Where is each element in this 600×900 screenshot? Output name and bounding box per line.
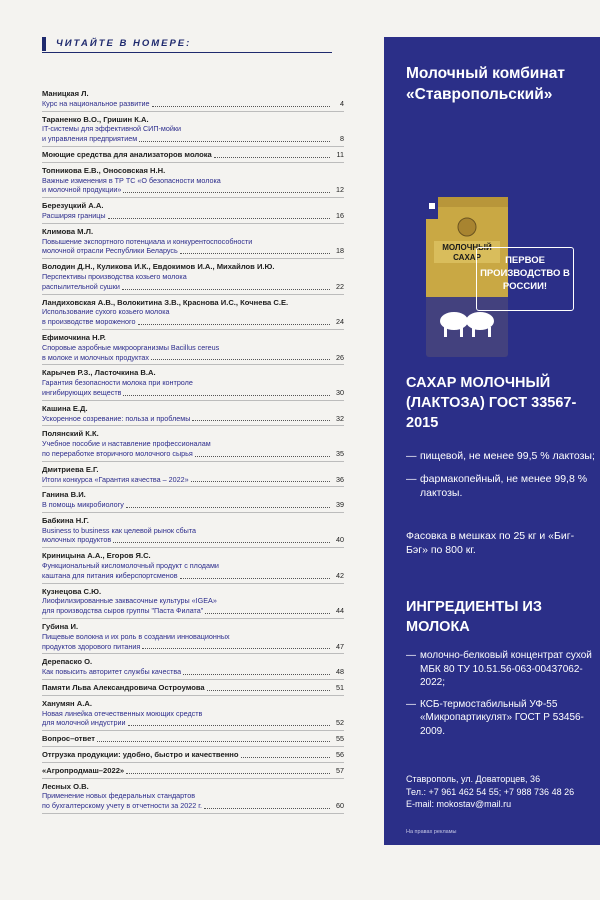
toc-entry[interactable] xyxy=(42,224,344,259)
entry-title: Отгрузка продукции: удобно, быстро и качественно xyxy=(42,750,239,760)
entry-title: В помощь микробиологу xyxy=(42,500,124,510)
ingredients-title: ИНГРЕДИЕНТЫ ИЗ МОЛОКА xyxy=(406,599,542,635)
entry-title: Функциональный кисломолочный продукт с плодами xyxy=(42,561,219,571)
entry-title: Business to business как целевой рынок сбыта xyxy=(42,525,197,535)
dot-leader xyxy=(113,542,330,543)
entry-author: Ландиховская А.В., Волокитина З.В., Краснова И.С., Кочнева С.Е. xyxy=(42,297,289,307)
toc-entry[interactable] xyxy=(42,513,344,548)
toc-entry[interactable] xyxy=(42,619,344,654)
page-number: 56 xyxy=(336,750,344,760)
sugar-bullets xyxy=(406,449,596,509)
entry-title: Споровые аэробные микроорганизмы Bacillus cereus xyxy=(42,342,220,352)
entry-title: Вопрос–ответ xyxy=(42,734,95,744)
page-number: 51 xyxy=(336,683,344,693)
entry-title: по бухгалтерскому учету в отчетности за 2022 г. xyxy=(42,801,203,811)
entry-title: для молочной индустрии xyxy=(42,718,126,728)
entry-title: Расширяя границы xyxy=(42,210,106,220)
entry-title: ингибирующих веществ xyxy=(42,387,122,397)
entry-author: Ганина В.И. xyxy=(42,490,86,500)
entry-title: Использование сухого козьего молока xyxy=(42,307,170,317)
entry-title: Лиофилизированные заквасочные культуры «IGEA» xyxy=(42,596,217,606)
table-of-contents xyxy=(42,86,344,814)
dot-leader xyxy=(138,324,331,325)
entry-title: Итоги конкурса «Гарантия качества – 2022» xyxy=(42,474,189,484)
page-number: 40 xyxy=(336,535,344,545)
dot-leader xyxy=(139,141,330,142)
advertisement xyxy=(384,37,600,845)
page-number: 47 xyxy=(336,641,344,651)
entry-author: Топникова Е.В., Оносовская Н.Н. xyxy=(42,165,166,175)
entry-author: Полянский К.К. xyxy=(42,429,99,439)
entry-title: Ускоренное созревание: польза и проблемы xyxy=(42,413,191,423)
page-number: 32 xyxy=(336,413,344,423)
entry-author: Ефимочкина Н.Р. xyxy=(42,332,106,342)
entry-author: Маницкая Л. xyxy=(42,89,89,98)
entry-title: каштана для питания киберспортсменов xyxy=(42,570,178,580)
entry-author: Губина И. xyxy=(42,622,79,632)
dot-leader xyxy=(241,757,330,758)
toc-entry[interactable] xyxy=(42,295,344,330)
packaging-note: Фасовка в мешках по 25 кг и «Биг-Бэг» по 800 кг. xyxy=(406,530,575,556)
entry-title: Новая линейка отечественных моющих средств xyxy=(42,708,203,718)
dot-leader xyxy=(191,481,330,482)
page-number: 42 xyxy=(336,570,344,580)
entry-title: Важные изменения в ТР ТС «О безопасности молока xyxy=(42,175,221,185)
entry-title: Моющие средства для анализаторов молока xyxy=(42,149,212,159)
sugar-bullet: — пищевой, не менее 99,5 % лактозы; xyxy=(406,450,595,462)
entry-title: распылительной сушки xyxy=(42,281,120,291)
dot-leader xyxy=(123,395,330,396)
dot-leader xyxy=(205,613,330,614)
address: Ставрополь, ул. Доваторцев, 36 xyxy=(406,774,541,784)
entry-title: продуктов здорового питания xyxy=(42,641,141,651)
entry-title: и молочной продукции» xyxy=(42,185,122,195)
dot-leader xyxy=(195,456,330,457)
entry-title: Перспективы производства козьего молока xyxy=(42,271,187,281)
entry-author: Володин Д.Н., Куликова И.К., Евдокимов И.А., Михайлов И.Ю. xyxy=(42,262,275,272)
dot-leader xyxy=(180,578,330,579)
ad-brand: Молочный комбинат «Ставропольский» xyxy=(406,65,565,103)
entry-author: Дмитриева Е.Г. xyxy=(42,464,99,474)
page-number: 57 xyxy=(336,765,344,775)
entry-author: Лесных О.В. xyxy=(42,781,89,791)
page-number: 35 xyxy=(336,448,344,458)
page-number: 52 xyxy=(336,718,344,728)
entry-title: молочной отрасли Республики Беларусь xyxy=(42,246,178,256)
toc-entry[interactable] xyxy=(42,731,344,747)
entry-author: Березуцкий А.А. xyxy=(42,201,104,211)
dot-leader xyxy=(204,808,330,809)
toc-entry[interactable] xyxy=(42,198,344,224)
header-accent-bar xyxy=(42,37,46,51)
dot-leader xyxy=(152,106,330,107)
ingredient-bullet: — КСБ-термостабильный УФ-55 «Микропартикулят» ГОСТ Р 53456-2009. xyxy=(406,698,584,737)
sugar-bullet: — фармакопейный, не менее 99,8 % лактозы. xyxy=(406,473,588,499)
entry-author: Бабкина Н.Г. xyxy=(42,515,89,525)
toc-entry[interactable] xyxy=(42,147,344,163)
ingredient-bullets xyxy=(406,649,600,746)
dot-leader xyxy=(151,359,330,360)
toc-entry[interactable] xyxy=(42,763,344,779)
entry-title: Как повысить авторитет службы качества xyxy=(42,667,182,677)
entry-title: в производстве мороженого xyxy=(42,317,136,327)
page-number: 22 xyxy=(336,281,344,291)
dot-leader xyxy=(180,253,330,254)
page-number: 55 xyxy=(336,734,344,744)
entry-title: и управления предприятием xyxy=(42,134,138,144)
contacts xyxy=(406,773,600,811)
sugar-title: САХАР МОЛОЧНЫЙ (ЛАКТОЗА) ГОСТ 33567-2015 xyxy=(406,375,577,431)
toc-header xyxy=(42,37,332,51)
page-number: 30 xyxy=(336,387,344,397)
page-number: 16 xyxy=(336,210,344,220)
page-number: 60 xyxy=(336,801,344,811)
email-link[interactable]: E-mail: mokostav@mail.ru xyxy=(406,799,512,809)
toc-entry[interactable] xyxy=(42,86,344,112)
entry-title: «Агропродмаш–2022» xyxy=(42,765,125,775)
dot-leader xyxy=(214,157,330,158)
entry-title: Памяти Льва Александровича Остроумова xyxy=(42,683,205,693)
page-number: 4 xyxy=(340,98,344,108)
entry-author: Кашина Е.Д. xyxy=(42,403,88,413)
entry-author: Климова М.Л. xyxy=(42,226,94,236)
entry-author: Ханумян А.А. xyxy=(42,698,92,708)
entry-title: Применение новых федеральных стандартов xyxy=(42,791,196,801)
entry-title: в молоке и молочных продуктах xyxy=(42,352,150,362)
toc-entry[interactable] xyxy=(42,462,344,488)
dot-leader xyxy=(108,218,330,219)
dot-leader xyxy=(123,192,330,193)
toc-entry[interactable] xyxy=(42,584,344,619)
page-number: 39 xyxy=(336,500,344,510)
first-production-badge: ПЕРВОЕ ПРОИЗВОДСТВО В РОССИИ! xyxy=(476,247,574,311)
dot-leader xyxy=(126,507,330,508)
page-number: 44 xyxy=(336,606,344,616)
page-number: 48 xyxy=(336,667,344,677)
ad-disclaimer: На правах рекламы xyxy=(406,829,457,835)
toc-entry[interactable] xyxy=(42,487,344,513)
toc-entry[interactable] xyxy=(42,747,344,763)
entry-author: Карычев Р.З., Ласточкина В.А. xyxy=(42,368,156,378)
entry-title: молочных продуктов xyxy=(42,535,112,545)
toc-entry[interactable] xyxy=(42,680,344,696)
page-number: 12 xyxy=(336,185,344,195)
toc-entry[interactable] xyxy=(42,365,344,400)
entry-author: Криницына А.А., Егоров Я.С. xyxy=(42,551,151,561)
page-number: 26 xyxy=(336,352,344,362)
dot-leader xyxy=(142,648,330,649)
dot-leader xyxy=(128,725,331,726)
entry-title: Пищевые волокна и их роль в создании инновационных xyxy=(42,631,230,641)
phones: Тел.: +7 961 462 54 55; +7 988 736 48 26 xyxy=(406,786,575,797)
entry-title: Повышение экспортного потенциала и конкурентоспособности xyxy=(42,236,253,246)
entry-title: IT-системы для эффективной СИП-мойки xyxy=(42,124,182,134)
entry-title: Учебное пособие и наставление профессионалам xyxy=(42,439,211,449)
dot-leader xyxy=(122,289,330,290)
toc-entry[interactable] xyxy=(42,401,344,427)
dot-leader xyxy=(97,741,330,742)
toc-entry[interactable] xyxy=(42,696,344,731)
page-number: 8 xyxy=(340,134,344,144)
toc-entry[interactable] xyxy=(42,779,344,814)
toc-entry[interactable] xyxy=(42,426,344,461)
entry-title: Курс на национальное развитие xyxy=(42,98,150,108)
page-number: 36 xyxy=(336,474,344,484)
header-rule xyxy=(42,52,332,53)
svg-text:МОЛОЧНЫЙ: МОЛОЧНЫЙ xyxy=(442,243,492,252)
dot-leader xyxy=(126,773,330,774)
toc-entry[interactable] xyxy=(42,548,344,583)
toc-entry[interactable] xyxy=(42,259,344,294)
dot-leader xyxy=(207,690,330,691)
dot-leader xyxy=(192,420,330,421)
entry-title: для производства сыров группы "Паста Филата" xyxy=(42,606,204,616)
toc-entry[interactable] xyxy=(42,330,344,365)
page-number: 18 xyxy=(336,246,344,256)
toc-entry[interactable] xyxy=(42,654,344,680)
page-number: 24 xyxy=(336,317,344,327)
entry-author: Дерепаско О. xyxy=(42,657,93,667)
toc-entry[interactable] xyxy=(42,163,344,198)
entry-title: по переработке вторичного молочного сырья xyxy=(42,448,193,458)
svg-text:САХАР: САХАР xyxy=(453,253,481,262)
entry-author: Тараненко В.О., Гришин К.А. xyxy=(42,114,149,124)
page-number: 11 xyxy=(336,149,344,159)
ingredient-bullet: — молочно-белковый концентрат сухой МБК 80 ТУ 10.51.56-063-00437062-2022; xyxy=(406,650,592,688)
dot-leader xyxy=(183,674,330,675)
toc-entry[interactable] xyxy=(42,112,344,147)
entry-title: Гарантия безопасности молока при контроле xyxy=(42,378,193,388)
toc-title: ЧИТАЙТЕ В НОМЕРЕ: xyxy=(56,38,192,49)
entry-author: Кузнецова С.Ю. xyxy=(42,586,102,596)
